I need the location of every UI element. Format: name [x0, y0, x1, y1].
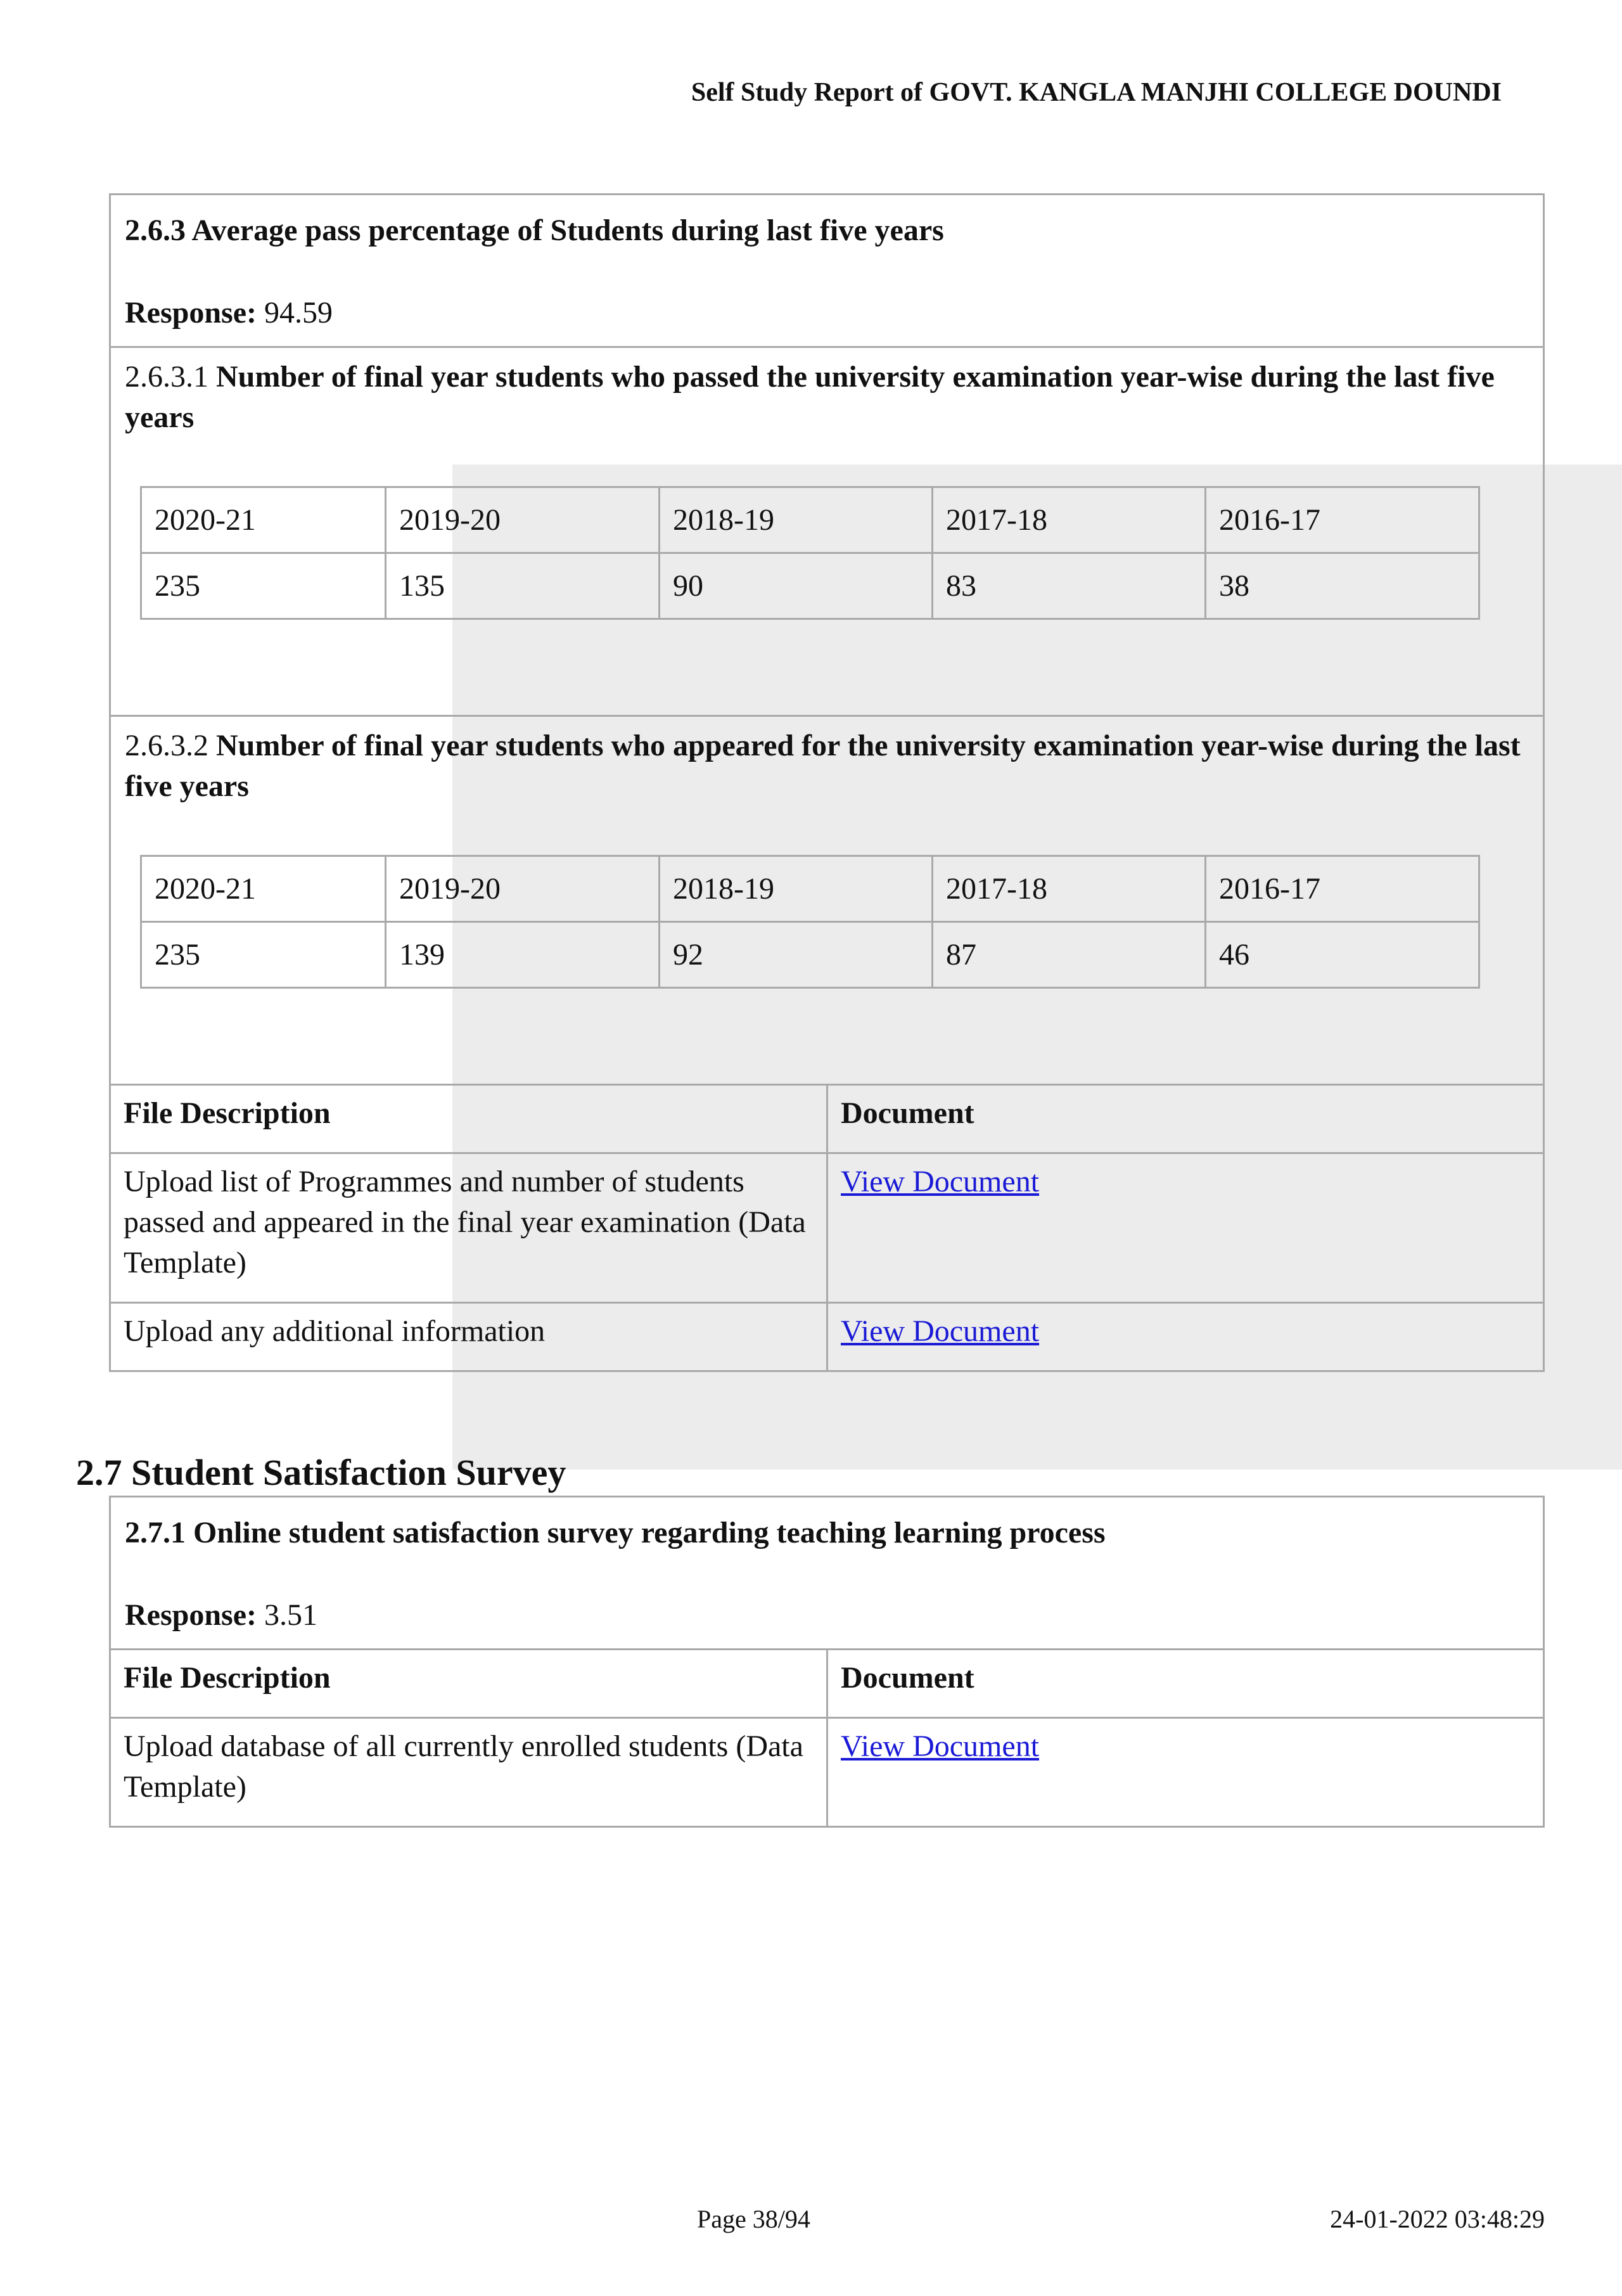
response-value: 3.51	[264, 1598, 318, 1632]
file-description: Upload database of all currently enrolled students (Data Template)	[111, 1719, 828, 1826]
sub-metric-title	[125, 357, 1524, 438]
sub-metric-number: 2.6.3.2	[125, 729, 208, 762]
sub-metric-title	[125, 726, 1524, 807]
value-cell: 83	[933, 553, 1206, 619]
page-number: Page 38/94	[697, 2205, 810, 2233]
view-document-link[interactable]: View Document	[841, 1165, 1040, 1198]
year-cell: 2019-20	[386, 856, 660, 922]
table-row	[141, 922, 1479, 988]
value-cell: 92	[660, 922, 933, 988]
file-description-header: File Description	[111, 1086, 828, 1152]
view-document-link[interactable]: View Document	[841, 1314, 1040, 1348]
file-row	[111, 1717, 1543, 1826]
sub-metric-number: 2.6.3.1	[125, 360, 208, 394]
year-cell: 2019-20	[386, 487, 660, 553]
response-line	[125, 1595, 1543, 1636]
view-document-link[interactable]: View Document	[841, 1729, 1040, 1763]
value-cell: 87	[933, 922, 1206, 988]
year-cell: 2016-17	[1206, 856, 1479, 922]
metric-title: 2.7.1 Online student satisfaction survey regarding teaching learning process	[125, 1516, 1106, 1549]
file-table-header	[111, 1084, 1543, 1152]
response-line	[125, 293, 1543, 333]
metric-2-7-1-box	[109, 1496, 1545, 1828]
response-value: 94.59	[264, 296, 333, 330]
table-row	[141, 553, 1479, 619]
sub-metric-2-6-3-2	[111, 715, 1543, 1084]
metric-2-6-3-header	[111, 195, 1543, 346]
metric-2-7-1-header	[111, 1498, 1543, 1648]
metric-2-6-3-box	[109, 193, 1545, 1372]
passed-students-table	[140, 486, 1480, 620]
sub-metric-2-6-3-1	[111, 346, 1543, 715]
year-cell: 2018-19	[660, 856, 933, 922]
sub-metric-text: Number of final year students who appeared for the university examination year-wise during the last five years	[125, 729, 1521, 803]
generated-datetime: 24-01-2022 03:48:29	[1330, 2205, 1545, 2233]
file-description: Upload any additional information	[111, 1304, 828, 1370]
sub-metric-text: Number of final year students who passed the university examination year-wise during the last five years	[125, 360, 1495, 434]
table-header-row	[141, 856, 1479, 922]
year-cell: 2017-18	[933, 487, 1206, 553]
file-description-header: File Description	[111, 1650, 828, 1717]
year-cell: 2018-19	[660, 487, 933, 553]
value-cell: 38	[1206, 553, 1479, 619]
value-cell: 135	[386, 553, 660, 619]
value-cell: 235	[141, 922, 386, 988]
value-cell: 90	[660, 553, 933, 619]
metric-title: 2.6.3 Average pass percentage of Students during last five years	[125, 214, 944, 247]
appeared-students-table	[140, 855, 1480, 989]
table-header-row	[141, 487, 1479, 553]
year-cell: 2020-21	[141, 487, 386, 553]
value-cell: 235	[141, 553, 386, 619]
response-label: Response:	[125, 1598, 257, 1632]
file-table-header	[111, 1648, 1543, 1717]
response-label: Response:	[125, 296, 257, 330]
value-cell: 139	[386, 922, 660, 988]
year-cell: 2017-18	[933, 856, 1206, 922]
year-cell: 2020-21	[141, 856, 386, 922]
document-header: Document	[841, 1096, 974, 1130]
file-row	[111, 1302, 1543, 1370]
file-row	[111, 1152, 1543, 1302]
value-cell: 46	[1206, 922, 1479, 988]
document-header: Document	[841, 1661, 974, 1695]
section-heading: 2.7 Student Satisfaction Survey	[76, 1452, 566, 1493]
year-cell: 2016-17	[1206, 487, 1479, 553]
file-description: Upload list of Programmes and number of students passed and appeared in the final year examination (Data Template)	[111, 1154, 828, 1302]
page-header: Self Study Report of GOVT. KANGLA MANJHI COLLEGE DOUNDI	[691, 78, 1502, 107]
